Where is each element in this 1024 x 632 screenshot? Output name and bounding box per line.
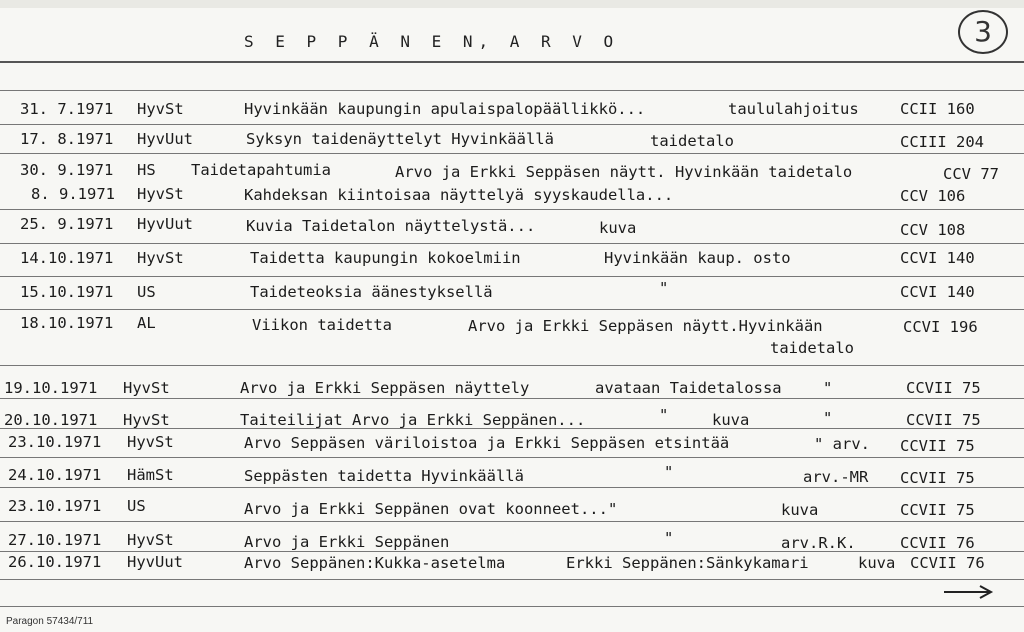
ditto-mark: " [664, 463, 674, 481]
card-top-edge [0, 0, 1024, 8]
entry-date: 23.10.1971 [8, 497, 102, 515]
entry-reference: CCVI 140 [900, 283, 975, 301]
right-arrow-icon [942, 583, 994, 601]
entry-date: 25. 9.1971 [20, 215, 114, 233]
entry-source: HyvSt [123, 411, 170, 429]
entry-date: 26.10.1971 [8, 553, 102, 571]
entry-date: 30. 9.1971 [20, 161, 114, 179]
entry-source: HyvSt [123, 379, 170, 397]
rule-line [0, 487, 1024, 488]
entry-note: kuva [712, 411, 750, 429]
entry-title: Arvo ja Erkki Seppänen ovat koonneet..." [244, 500, 618, 518]
rule-line [0, 209, 1024, 210]
card-manufacturer-label: Paragon 57434/711 [6, 616, 94, 627]
entry-source: HyvSt [137, 249, 184, 267]
rule-line [0, 124, 1024, 125]
entry-date: 17. 8.1971 [20, 130, 114, 148]
entry-title: Arvo ja Erkki Seppäsen näyttely [240, 379, 530, 397]
entry-title: Hyvinkään kaupungin apulaispalopäällikkö... [244, 100, 646, 118]
entry-title: Arvo ja Erkki Seppänen [244, 533, 450, 551]
entry-reference: CCVII 75 [906, 379, 981, 397]
rule-line [0, 276, 1024, 277]
entry-note: Arvo ja Erkki Seppäsen näytt. Hyvinkään taidetalo [395, 163, 853, 181]
entry-date: 15.10.1971 [20, 283, 114, 301]
entry-source: HyvUut [127, 553, 183, 571]
entry-note: Erkki Seppänen:Sänkykamari [566, 554, 809, 572]
entry-source: HyvSt [137, 185, 184, 203]
entry-date: 19.10.1971 [4, 379, 98, 397]
rule-line [0, 309, 1024, 310]
entry-date: 14.10.1971 [20, 249, 114, 267]
entry-reference: CCV 77 [943, 165, 999, 183]
entry-date: 20.10.1971 [4, 411, 98, 429]
entry-note: Arvo ja Erkki Seppäsen näytt.Hyvinkään [468, 317, 823, 335]
rule-line [0, 398, 1024, 399]
entry-date: 18.10.1971 [20, 314, 114, 332]
entry-note: Hyvinkään kaup. osto [604, 249, 791, 267]
entry-reference: CCV 106 [900, 187, 966, 205]
entry-source: HämSt [127, 466, 174, 484]
entry-reference: CCVII 75 [900, 469, 975, 487]
entry-reference: CCV 108 [900, 221, 966, 239]
entry-reference: CCVII 75 [906, 411, 981, 429]
ditto-mark: " [659, 279, 669, 297]
rule-line [0, 579, 1024, 580]
rule-line [0, 243, 1024, 244]
entry-source: US [127, 497, 146, 515]
entry-reference: CCVII 76 [900, 534, 975, 552]
header-rule [0, 61, 1024, 63]
entry-title: Taidetta kaupungin kokoelmiin [250, 249, 521, 267]
entry-title: Taideteoksia äänestyksellä [250, 283, 493, 301]
entry-reference: CCII 160 [900, 100, 975, 118]
entry-title: Seppästen taidetta Hyvinkäällä [244, 467, 524, 485]
entry-source: AL [137, 314, 156, 332]
entry-date: 27.10.1971 [8, 531, 102, 549]
ditto-mark: " [823, 379, 833, 397]
rule-line [0, 606, 1024, 607]
entry-source: US [137, 283, 156, 301]
ditto-mark: " [823, 409, 833, 427]
entry-note: arv.-MR [803, 468, 869, 486]
entry-note: avataan Taidetalossa [595, 379, 782, 397]
entry-title: Arvo Seppänen:Kukka-asetelma [244, 554, 506, 572]
entry-note: kuva [858, 554, 896, 572]
entry-note: kuva [599, 219, 637, 237]
entry-note-continued: taidetalo [770, 339, 854, 357]
rule-line [0, 521, 1024, 522]
rule-line [0, 457, 1024, 458]
entry-source: HyvSt [127, 433, 174, 451]
entry-title: Taiteilijat Arvo ja Erkki Seppänen... [240, 411, 586, 429]
entry-title: Syksyn taidenäyttelyt Hyvinkäällä [246, 130, 554, 148]
entry-reference: CCVI 140 [900, 249, 975, 267]
entry-reference: CCVII 76 [910, 554, 985, 572]
entry-title: Arvo Seppäsen väriloistoa ja Erkki Seppäsen etsintää [244, 434, 730, 452]
entry-source: HyvUut [137, 130, 193, 148]
rule-line [0, 551, 1024, 552]
entry-source: HyvSt [127, 531, 174, 549]
entry-reference: CCVII 75 [900, 501, 975, 519]
entry-note: " arv. [814, 435, 870, 453]
entry-reference: CCIII 204 [900, 133, 984, 151]
rule-line [0, 153, 1024, 154]
entry-source: HyvUut [137, 215, 193, 233]
ditto-mark: " [664, 529, 674, 547]
entry-source: HS [137, 161, 156, 179]
entry-note: taululahjoitus [728, 100, 859, 118]
rule-line [0, 365, 1024, 366]
entry-title: Viikon taidetta [252, 316, 392, 334]
ditto-mark: " [659, 406, 669, 424]
entry-reference: CCVI 196 [903, 318, 978, 336]
card-title: S E P P Ä N E N, A R V O [244, 32, 620, 51]
entry-note: kuva [781, 501, 819, 519]
entry-note: arv.R.K. [781, 534, 856, 552]
entry-date: 23.10.1971 [8, 433, 102, 451]
entry-date: 24.10.1971 [8, 466, 102, 484]
entry-title: Taidetapahtumia [191, 161, 331, 179]
entry-source: HyvSt [137, 100, 184, 118]
card-number-badge: 3 [958, 10, 1008, 54]
entry-date: 8. 9.1971 [31, 185, 115, 203]
rule-line [0, 90, 1024, 91]
entry-reference: CCVII 75 [900, 437, 975, 455]
entry-title: Kahdeksan kiintoisaa näyttelyä syyskaudella... [244, 186, 674, 204]
entry-date: 31. 7.1971 [20, 100, 114, 118]
entry-note: taidetalo [650, 132, 734, 150]
entry-title: Kuvia Taidetalon näyttelystä... [246, 217, 536, 235]
